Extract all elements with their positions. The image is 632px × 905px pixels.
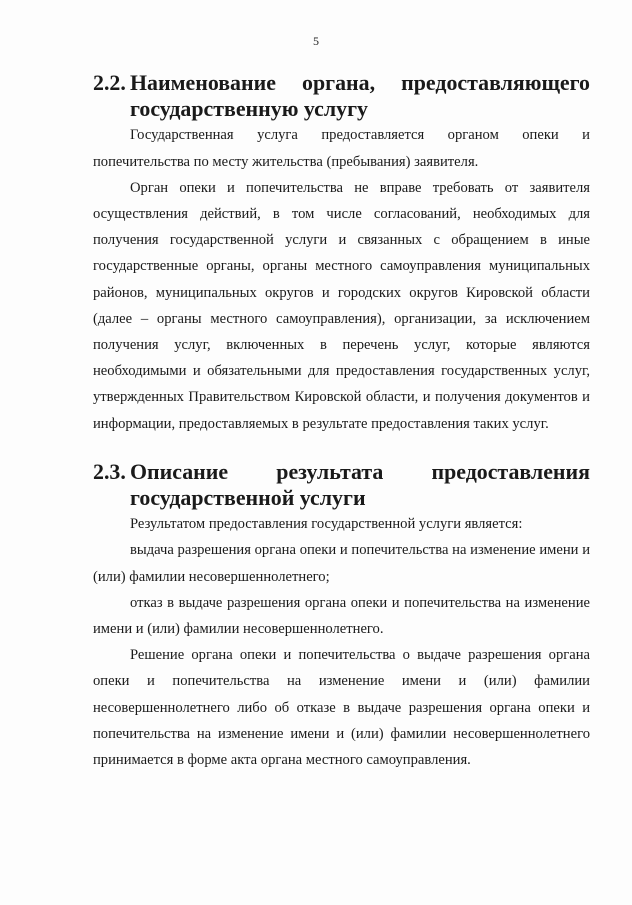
document-body <box>93 70 590 773</box>
paragraph: Орган опеки и попечительства не вправе требовать от заявителя осуществления действий, в том числе согласований, необходимых для получения государственной услуги и связанных с обращением в иные государственные органы, органы местного самоуправления муниципальных районов, муниципальных округов и городских округов Кировской области (далее – органы местного самоуправления), организации, за исключением получения услуг, включенных в перечень услуг, которые являются необходимыми и обязательными для предоставления государственных услуг, утвержденных Правительством Кировской области, и получения документов и информации, предоставляемых в результате предоставления таких услуг. <box>93 179 590 432</box>
paragraph: Государственная услуга предоставляется органом опеки и попечительства по месту жительства (пребывания) заявителя. <box>93 127 590 170</box>
paragraph: выдача разрешения органа опеки и попечительства на изменение имени и (или) фамилии несовершеннолетнего; <box>93 542 590 585</box>
section-2-2-title: Наименование органа, предоставляющего государственную услугу <box>130 70 590 122</box>
section-2-3-title: Описание результата предоставления государственной услуги <box>130 458 590 511</box>
section-2-3-number: 2.3. <box>93 458 126 484</box>
paragraph: Результатом предоставления государственной услуги является: <box>130 516 523 533</box>
section-2-3-heading <box>93 459 590 511</box>
section-2-2-number: 2.2. <box>93 70 126 95</box>
paragraph: Решение органа опеки и попечительства о выдаче разрешения органа опеки и попечительства на изменение имени и (или) фамилии несовершеннолетнего либо об отказе в выдаче разрешения органа опеки и попечительства на изменение имени и (или) фамилии несовершеннолетнего принимается в форме акта органа местного самоуправления. <box>93 647 590 769</box>
section-2-2-heading <box>93 70 590 122</box>
paragraph: отказ в выдаче разрешения органа опеки и попечительства на изменение имени и (или) фамилии несовершеннолетнего. <box>93 594 590 638</box>
page-number: 5 <box>313 34 319 48</box>
